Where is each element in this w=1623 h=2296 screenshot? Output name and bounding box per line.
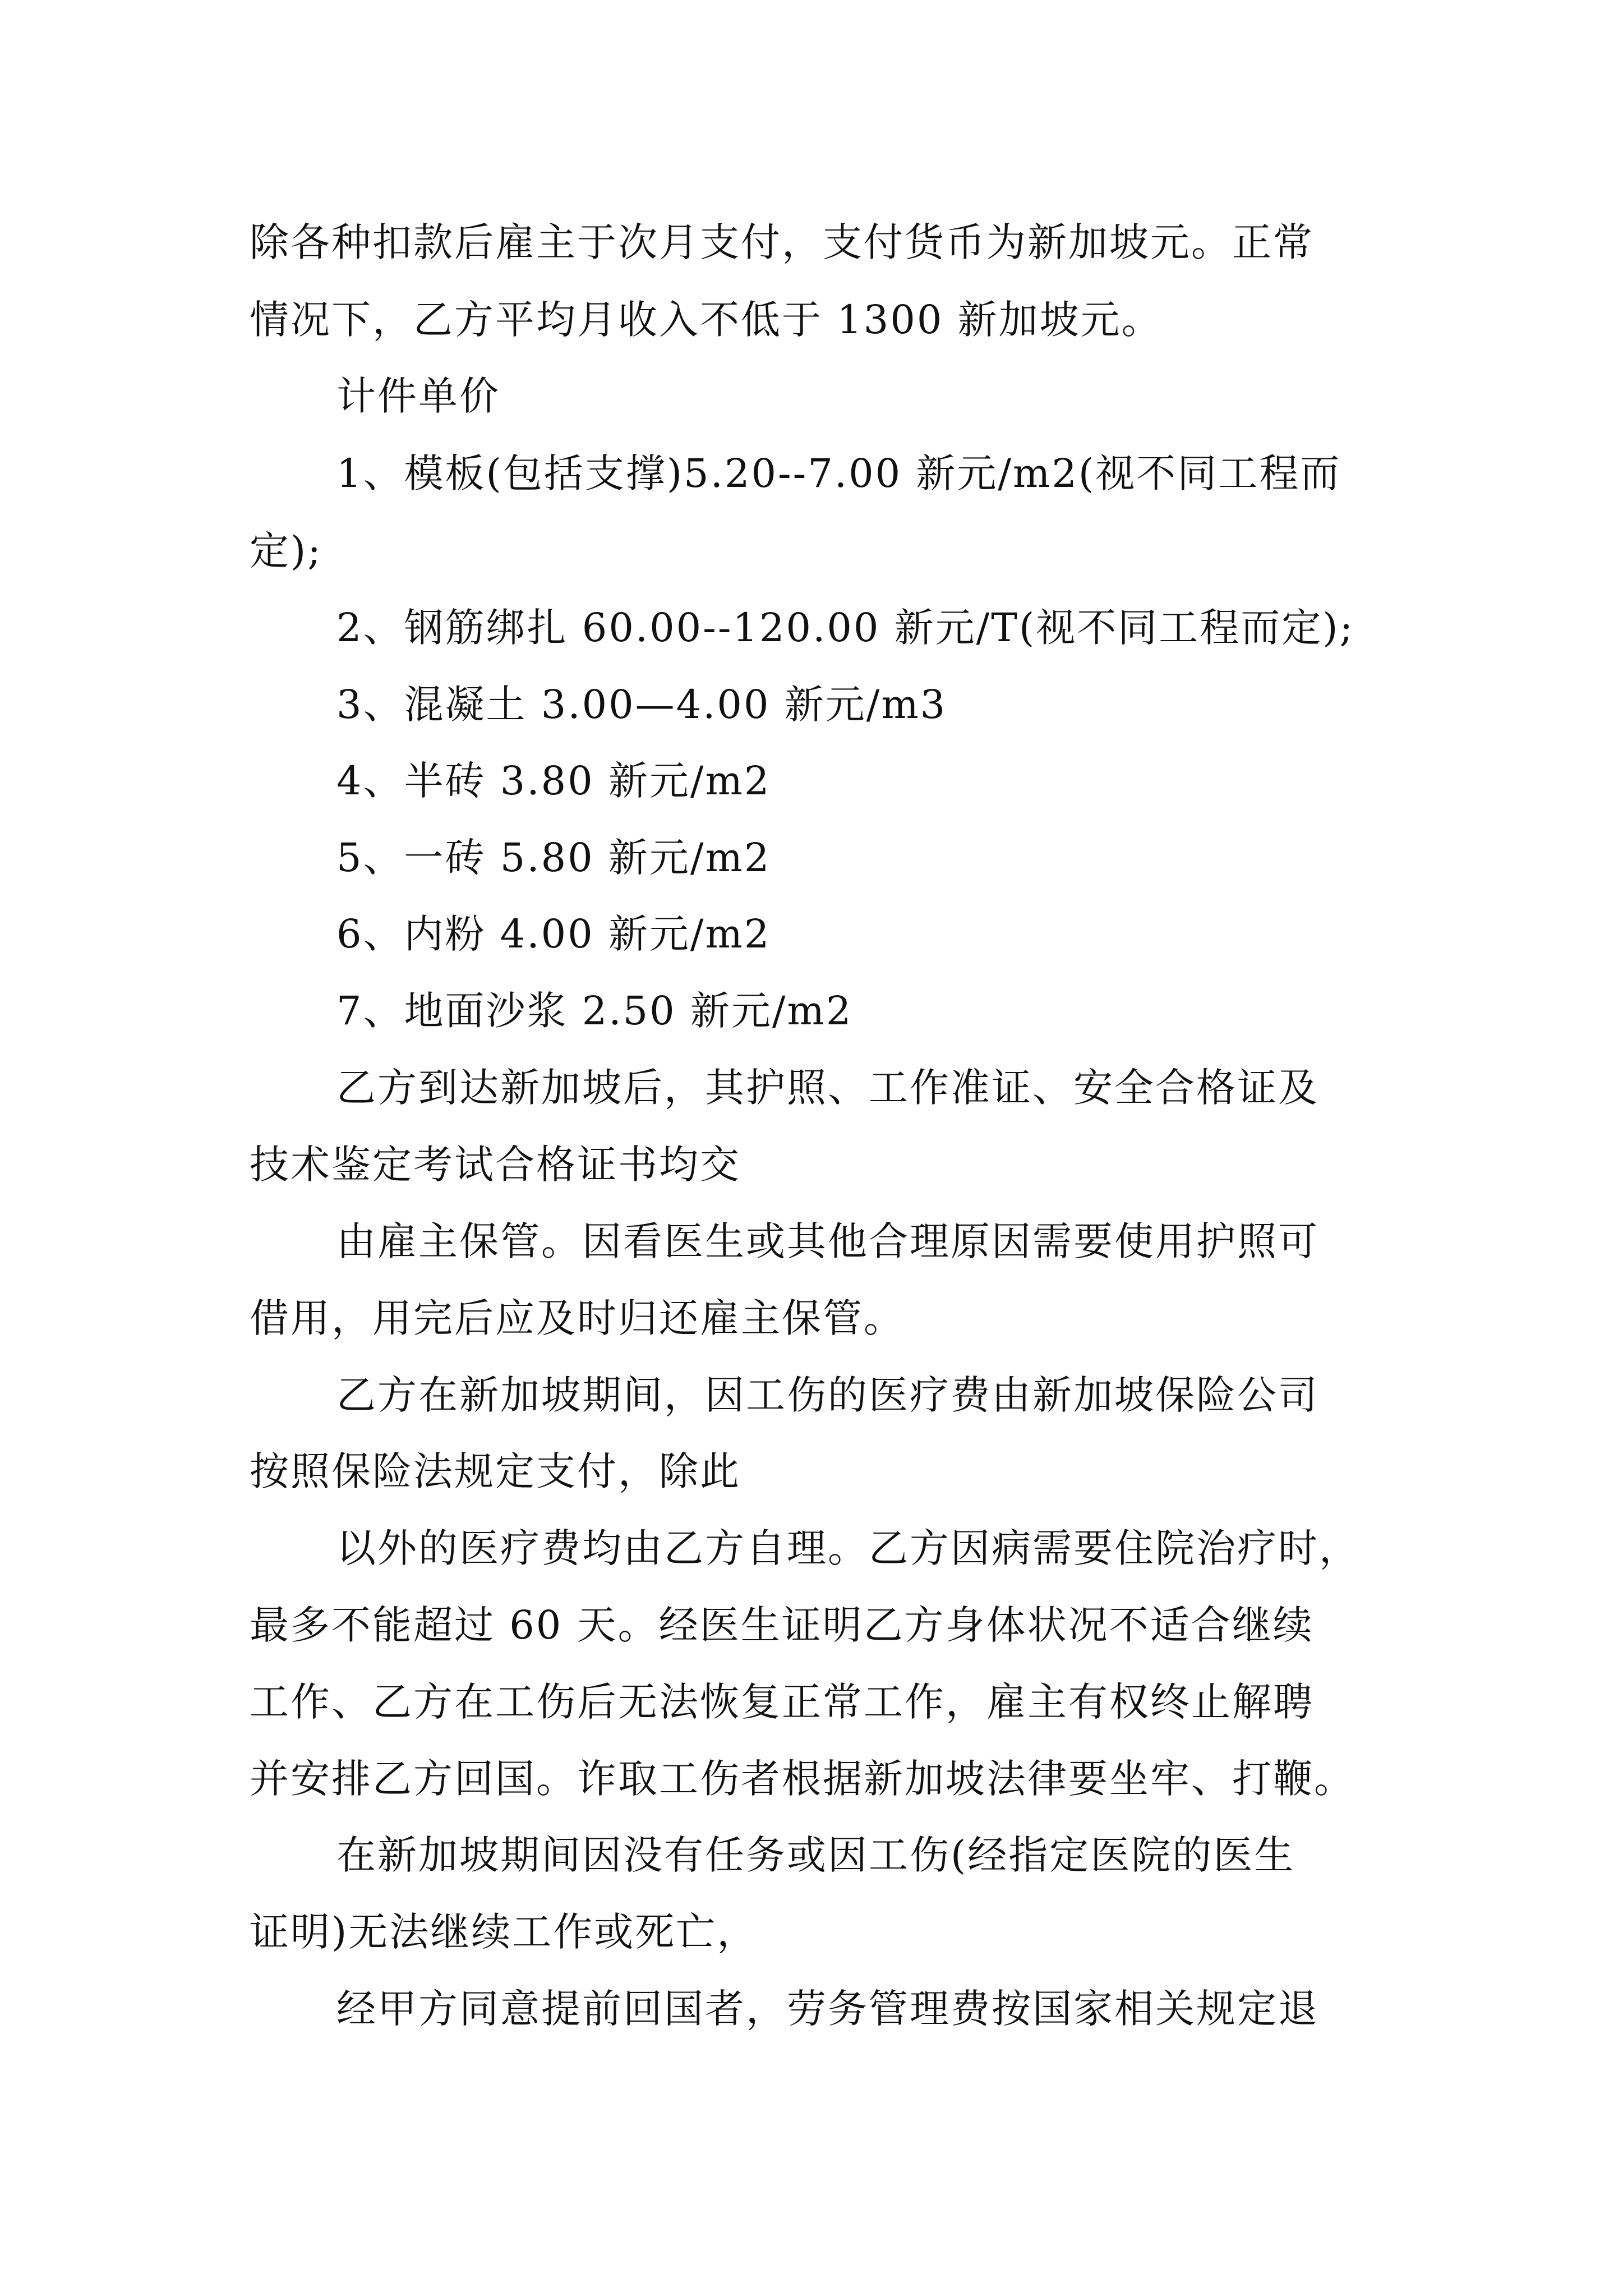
paragraph-line: 由雇主保管。因看医生或其他合理原因需要使用护照可 bbox=[336, 1218, 1319, 1264]
paragraph-line: 计件单价 bbox=[336, 373, 500, 419]
list-item: 2、钢筋绑扎 60.00--120.00 新元/T(视不同工程而定); bbox=[336, 605, 1355, 651]
list-item: 6、内粉 4.00 新元/m2 bbox=[336, 911, 771, 957]
list-item: 7、地面沙浆 2.50 新元/m2 bbox=[336, 988, 853, 1034]
paragraph-line: 经甲方同意提前回国者，劳务管理费按国家相关规定退 bbox=[336, 1986, 1319, 2032]
paragraph-line: 乙方在新加坡期间，因工伤的医疗费由新加坡保险公司 bbox=[336, 1372, 1319, 1418]
paragraph-line: 在新加坡期间因没有任务或因工伤(经指定医院的医生 bbox=[336, 1832, 1295, 1878]
list-item: 5、一砖 5.80 新元/m2 bbox=[336, 835, 771, 881]
list-item: 4、半砖 3.80 新元/m2 bbox=[336, 758, 771, 804]
paragraph-line: 证明)无法继续工作或死亡， bbox=[250, 1909, 758, 1955]
paragraph-line: 乙方到达新加坡后，其护照、工作准证、安全合格证及 bbox=[336, 1065, 1319, 1111]
paragraph-line: 工作、乙方在工伤后无法恢复正常工作，雇主有权终止解聘 bbox=[250, 1679, 1314, 1725]
list-item: 3、混凝土 3.00—4.00 新元/m3 bbox=[336, 682, 947, 728]
list-item: 定); bbox=[250, 528, 322, 574]
paragraph-line: 最多不能超过 60 天。经医生证明乙方身体状况不适合继续 bbox=[250, 1602, 1314, 1648]
list-item: 1、模板(包括支撑)5.20--7.00 新元/m2(视不同工程而 bbox=[336, 450, 1341, 496]
paragraph-line: 技术鉴定考试合格证书均交 bbox=[250, 1142, 741, 1188]
paragraph-line: 除各种扣款后雇主于次月支付，支付货币为新加坡元。正常 bbox=[250, 219, 1314, 265]
paragraph-line: 情况下，乙方平均月收入不低于 1300 新加坡元。 bbox=[250, 297, 1163, 343]
paragraph-line: 并安排乙方回国。诈取工伤者根据新加坡法律要坐牢、打鞭。 bbox=[250, 1756, 1355, 1802]
paragraph-line: 按照保险法规定支付，除此 bbox=[250, 1448, 741, 1494]
paragraph-line: 借用，用完后应及时归还雇主保管。 bbox=[250, 1295, 905, 1341]
paragraph-line: 以外的医疗费均由乙方自理。乙方因病需要住院治疗时， bbox=[336, 1525, 1360, 1571]
